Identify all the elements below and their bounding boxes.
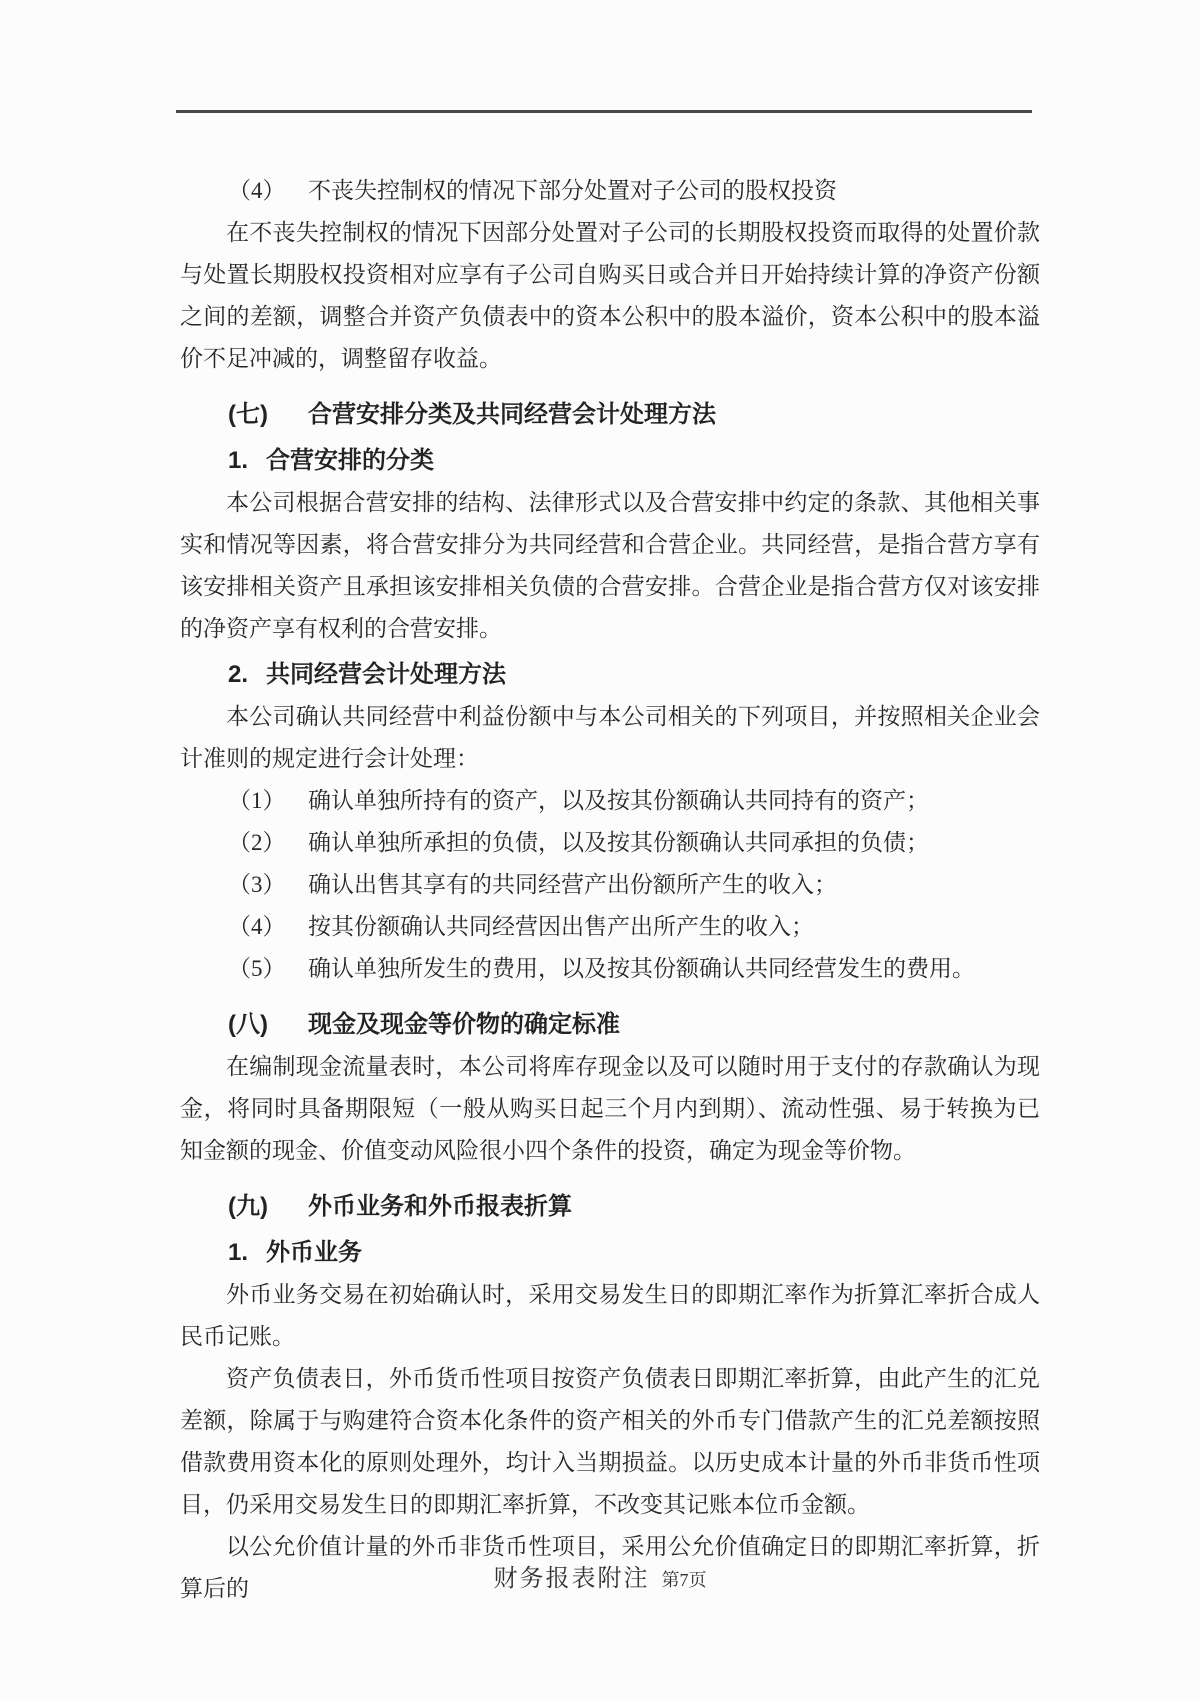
list-item-number: （2） (228, 830, 286, 855)
subheading-9-1-title: 外币业务 (266, 1239, 362, 1266)
subheading-9-1 (228, 1232, 1040, 1274)
paragraph-7-1: 本公司根据合营安排的结构、法律形式以及合营安排中约定的条款、其他相关事实和情况等因素，将合营安排分为共同经营和合营企业。共同经营，是指合营方享有该安排相关资产且承担该安排相关负债的合营安排。合营企业是指合营方仅对该安排的净资产享有权利的合营安排。 (180, 490, 1040, 641)
heading-item-4-number: （4） (228, 178, 286, 203)
paragraph-9-2: 资产负债表日，外币货币性项目按资产负债表日即期汇率折算，由此产生的汇兑差额，除属于与购建符合资本化条件的资产相关的外币专门借款产生的汇兑差额按照借款费用资本化的原则处理外，均计入当期损益。以历史成本计量的外币非货币性项目，仍采用交易发生日的即期汇率折算，不改变其记账本位币金额。 (180, 1366, 1040, 1517)
list-item-text: 按其份额确认共同经营因出售产出所产生的收入； (308, 914, 814, 939)
subheading-7-1-title: 合营安排的分类 (266, 447, 434, 474)
list-item-text: 确认单独所持有的资产，以及按其份额确认共同持有的资产； (308, 788, 929, 813)
subheading-7-2-title: 共同经营会计处理方法 (266, 661, 506, 688)
subheading-7-1-number: 1. (228, 447, 249, 474)
header-divider (176, 110, 1032, 113)
list-item-text: 确认出售其享有的共同经营产出份额所产生的收入； (308, 872, 837, 897)
paragraph-8: 在编制现金流量表时，本公司将库存现金以及可以随时用于支付的存款确认为现金，将同时具备期限短（一般从购买日起三个月内到期）、流动性强、易于转换为已知金额的现金、价值变动风险很小四个条件的投资，确定为现金等价物。 (180, 1054, 1040, 1163)
paragraph-9-3: 以公允价值计量的外币非货币性项目，采用公允价值确定日的即期汇率折算，折算后的 (180, 1534, 1040, 1601)
list-item-number: （1） (228, 788, 286, 813)
heading-section-7-number: (七) (228, 401, 268, 428)
subheading-7-2 (228, 654, 1040, 696)
paragraph-7-2: 本公司确认共同经营中利益份额中与本公司相关的下列项目，并按照相关企业会计准则的规定进行会计处理： (180, 704, 1040, 771)
page-footer (0, 1558, 1200, 1593)
list-item (228, 822, 1040, 864)
list-item (228, 780, 1040, 822)
list-item-number: （3） (228, 872, 286, 897)
heading-section-8-number: (八) (228, 1011, 268, 1038)
paragraph-9-1: 外币业务交易在初始确认时，采用交易发生日的即期汇率作为折算汇率折合成人民币记账。 (180, 1282, 1040, 1349)
subheading-7-1 (228, 440, 1040, 482)
heading-section-8-title: 现金及现金等价物的确定标准 (308, 1011, 620, 1038)
heading-item-4 (228, 170, 1040, 212)
document-body (180, 170, 1040, 1610)
list-item (228, 864, 1040, 906)
heading-section-7-title: 合营安排分类及共同经营会计处理方法 (308, 401, 716, 428)
footer-title: 财务报表附注 (493, 1566, 650, 1592)
heading-section-7 (228, 394, 1040, 436)
subheading-7-2-number: 2. (228, 661, 249, 688)
list-item-text: 确认单独所承担的负债，以及按其份额确认共同承担的负债； (308, 830, 929, 855)
heading-section-9-number: (九) (228, 1193, 268, 1220)
heading-section-9-title: 外币业务和外币报表折算 (308, 1193, 572, 1220)
list-item-number: （5） (228, 956, 286, 981)
subheading-9-1-number: 1. (228, 1239, 249, 1266)
numbered-list (180, 780, 1040, 990)
heading-section-9 (228, 1186, 1040, 1228)
list-item (228, 906, 1040, 948)
heading-item-4-title: 不丧失控制权的情况下部分处置对子公司的股权投资 (308, 178, 837, 203)
list-item-text: 确认单独所发生的费用，以及按其份额确认共同经营发生的费用。 (308, 956, 975, 981)
footer-page-number: 第7页 (661, 1570, 707, 1590)
heading-section-8 (228, 1004, 1040, 1046)
paragraph-item-4: 在不丧失控制权的情况下因部分处置对子公司的长期股权投资而取得的处置价款与处置长期股权投资相对应享有子公司自购买日或合并日开始持续计算的净资产份额之间的差额，调整合并资产负债表中的资本公积中的股本溢价，资本公积中的股本溢价不足冲减的，调整留存收益。 (180, 220, 1040, 371)
list-item-number: （4） (228, 914, 286, 939)
list-item (228, 948, 1040, 990)
